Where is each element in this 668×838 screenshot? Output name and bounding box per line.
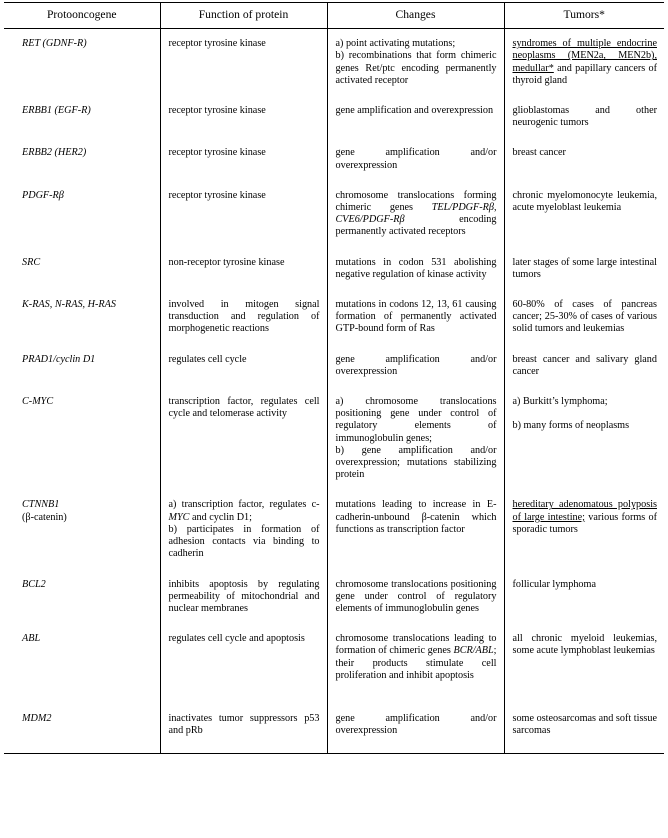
tumors-rest-part: and papillary cancers of thyroid gland: [512, 62, 657, 86]
gene-name-line1: CTNNB1: [22, 499, 60, 511]
function-a-prefix: a) transcription factor, regulates c-: [168, 499, 320, 511]
changes-suffix: ; their products stimulate cell proliferation and inhibit apoptosis: [335, 645, 497, 681]
function-text: regulates cell cycle and apoptosis: [168, 633, 305, 645]
function-item-b: b) participates in formation of adhesion contacts via binding to cadherin: [168, 523, 320, 560]
changes-suffix: encoding permanently activated receptors: [335, 214, 497, 238]
cell-function: [160, 248, 327, 290]
cell-function: [160, 624, 327, 691]
cell-tumors: [504, 570, 664, 625]
column-header-tumors: Tumors*: [504, 3, 664, 29]
cell-protooncogene: [4, 96, 160, 138]
protooncogene-table: [4, 2, 664, 754]
tumors-text: glioblastomas and other neurogenic tumors: [512, 105, 657, 129]
cell-function: [160, 691, 327, 754]
header-row: [4, 3, 664, 29]
changes-text: [328, 29, 504, 96]
table-row: [4, 181, 664, 248]
table-row: [4, 248, 664, 290]
cell-function: [160, 290, 327, 345]
changes-text: mutations in codon 531 abolishing negative regulation of kinase activity: [335, 256, 497, 280]
table-row: [4, 490, 664, 569]
chimeric-gene-1: TEL/PDGF-Rβ: [431, 202, 494, 214]
gene-name: C-MYC: [22, 396, 54, 408]
chimeric-gene-2: CVE6/PDGF-Rβ: [335, 214, 405, 226]
function-text: receptor tyrosine kinase: [168, 105, 266, 117]
gene-name: SRC: [22, 256, 41, 268]
cell-changes: [327, 691, 504, 754]
cell-tumors: [504, 691, 664, 754]
gene-name: PRAD1/cyclin D1: [22, 353, 96, 365]
tumors-text: [505, 490, 665, 545]
chimeric-gene-bcr-abl: BCR/ABL: [453, 645, 494, 657]
table-row: [4, 345, 664, 387]
function-text: [161, 490, 327, 569]
tumors-text: later stages of some large intestinal tumors: [512, 256, 657, 280]
column-header-function: Function of protein: [160, 3, 327, 29]
changes-text: [328, 181, 504, 248]
function-item-a: [169, 499, 320, 523]
function-text: non-receptor tyrosine kinase: [168, 256, 285, 268]
changes-prefix: chromosome translocations forming chimeric genes: [335, 189, 497, 214]
cell-changes: [327, 387, 504, 490]
table-body: [4, 29, 664, 754]
cell-changes: [327, 490, 504, 569]
tumors-text: breast cancer and salivary gland cancer: [512, 353, 657, 377]
tumors-text: follicular lymphoma: [512, 578, 596, 590]
function-text: receptor tyrosine kinase: [168, 38, 266, 50]
cell-function: [160, 345, 327, 387]
table-row: [4, 96, 664, 138]
table-row: [4, 624, 664, 691]
changes-text: gene amplification and overexpression: [335, 105, 494, 117]
changes-text: [328, 624, 504, 691]
function-text: regulates cell cycle: [168, 353, 247, 365]
cell-changes: [327, 624, 504, 691]
table-row: [4, 138, 664, 180]
cell-tumors: [504, 181, 664, 248]
function-text: inhibits apoptosis by regulating permeability of mitochondrial and nuclear membranes: [168, 578, 320, 614]
cell-tumors: [504, 490, 664, 569]
cell-changes: [327, 345, 504, 387]
gene-name: RET (GDNF-R): [22, 38, 87, 50]
gene-name: MDM2: [22, 712, 52, 724]
changes-prefix: chromosome translocations leading to formation of chimeric genes: [335, 633, 497, 657]
cell-function: [160, 570, 327, 625]
function-text: receptor tyrosine kinase: [168, 189, 266, 201]
cell-tumors: [504, 29, 664, 96]
cell-changes: [327, 290, 504, 345]
changes-separator: ,: [493, 202, 497, 214]
cell-tumors: [504, 138, 664, 180]
cell-function: [160, 181, 327, 248]
changes-item-a: a) chromosome translocations positioning gene under control of regulatory elements of immunoglobulin genes;: [335, 396, 497, 444]
cell-tumors: [504, 624, 664, 691]
table-row: [4, 570, 664, 625]
cell-tumors: [504, 290, 664, 345]
table-row: [4, 387, 664, 490]
gene-name: ABL: [22, 633, 41, 645]
changes-text: gene amplification and/or overexpression: [335, 712, 497, 737]
cell-changes: [327, 138, 504, 180]
changes-text: chromosome translocations positioning gene under control of regulatory elements of immunoglobulin genes: [335, 578, 497, 614]
cell-protooncogene: [4, 29, 160, 96]
tumors-item-b: b) many forms of neoplasms: [512, 420, 630, 432]
cell-tumors: [504, 345, 664, 387]
tumors-text: chronic myelomonocyte leukemia, acute myeloblast leukemia: [512, 189, 657, 214]
cell-protooncogene: [4, 691, 160, 754]
gene-name: K-RAS, N-RAS, H-RAS: [22, 299, 116, 311]
cell-changes: [327, 181, 504, 248]
gene-name: PDGF-Rβ: [22, 189, 64, 201]
gene-name: BCL2: [22, 578, 46, 590]
table-row: [4, 29, 664, 96]
changes-text: [328, 387, 504, 490]
cell-function: [160, 29, 327, 96]
function-a-suffix: and cyclin D1;: [189, 511, 252, 523]
table-row: [4, 290, 664, 345]
gene-name: [4, 490, 160, 532]
gene-name: ERBB2 (HER2): [22, 147, 87, 159]
changes-item-b: b) gene amplification and/or overexpression; mutations stabilizing protein: [335, 444, 497, 481]
cell-protooncogene: [4, 387, 160, 490]
tumors-text: 60-80% of cases of pancreas cancer; 25-30% of cases of various solid tumors and leukemias: [512, 299, 657, 335]
gene-myc-ref: MYC: [168, 511, 190, 523]
table-row: [4, 691, 664, 754]
gene-name-line2: (β-catenin): [22, 511, 67, 523]
column-header-protooncogene: Protooncogene: [4, 3, 160, 29]
function-text: involved in mitogen signal transduction and regulation of morphogenetic reactions: [168, 299, 320, 335]
cell-protooncogene: [4, 290, 160, 345]
tumors-text: breast cancer: [512, 147, 566, 159]
cell-changes: [327, 570, 504, 625]
cell-function: [160, 490, 327, 569]
cell-protooncogene: [4, 624, 160, 691]
tumors-item-a: a) Burkitt’s lymphoma;: [512, 396, 608, 408]
tumors-text: [505, 387, 665, 442]
cell-tumors: [504, 248, 664, 290]
changes-item-a: a) point activating mutations;: [335, 38, 456, 50]
cell-protooncogene: [4, 345, 160, 387]
cell-protooncogene: [4, 248, 160, 290]
column-header-changes: Changes: [327, 3, 504, 29]
gene-name: ERBB1 (EGF-R): [22, 105, 91, 117]
tumors-rest-part: various forms of sporadic tumors: [512, 511, 658, 535]
changes-text: gene amplification and/or overexpression: [335, 147, 497, 171]
table-header: [4, 3, 664, 29]
cell-protooncogene: [4, 181, 160, 248]
tumors-underlined-part: syndromes of multiple endocrine neoplasms (MEN2a, MEN2b), medullar*: [512, 38, 657, 74]
cell-changes: [327, 248, 504, 290]
tumors-text: all chronic myeloid leukemias, some acute lymphoblast leukemias: [512, 633, 657, 657]
cell-protooncogene: [4, 138, 160, 180]
cell-changes: [327, 29, 504, 96]
cell-protooncogene: [4, 570, 160, 625]
cell-tumors: [504, 387, 664, 490]
tumors-text: [505, 29, 665, 96]
cell-function: [160, 138, 327, 180]
function-text: receptor tyrosine kinase: [168, 147, 266, 159]
cell-function: [160, 387, 327, 490]
cell-changes: [327, 96, 504, 138]
function-text: transcription factor, regulates cell cycle and telomerase activity: [168, 396, 320, 420]
tumors-text: some osteosarcomas and soft tissue sarcomas: [512, 712, 657, 737]
changes-text: gene amplification and/or overexpression: [335, 353, 497, 377]
changes-text: mutations leading to increase in E-cadherin-unbound β-catenin which functions as transcription factor: [335, 499, 497, 535]
cell-protooncogene: [4, 490, 160, 569]
cell-function: [160, 96, 327, 138]
cell-tumors: [504, 96, 664, 138]
changes-item-b: b) recombinations that form chimeric genes Ret/ptc encoding permanently activated receptor: [335, 50, 497, 86]
changes-text: mutations in codons 12, 13, 61 causing formation of permanently activated GTP-bound form of Ras: [335, 299, 497, 335]
function-text: inactivates tumor suppressors p53 and pRb: [168, 712, 320, 737]
tumors-underlined-part: hereditary adenomatous polyposis of large intestine;: [512, 499, 657, 523]
